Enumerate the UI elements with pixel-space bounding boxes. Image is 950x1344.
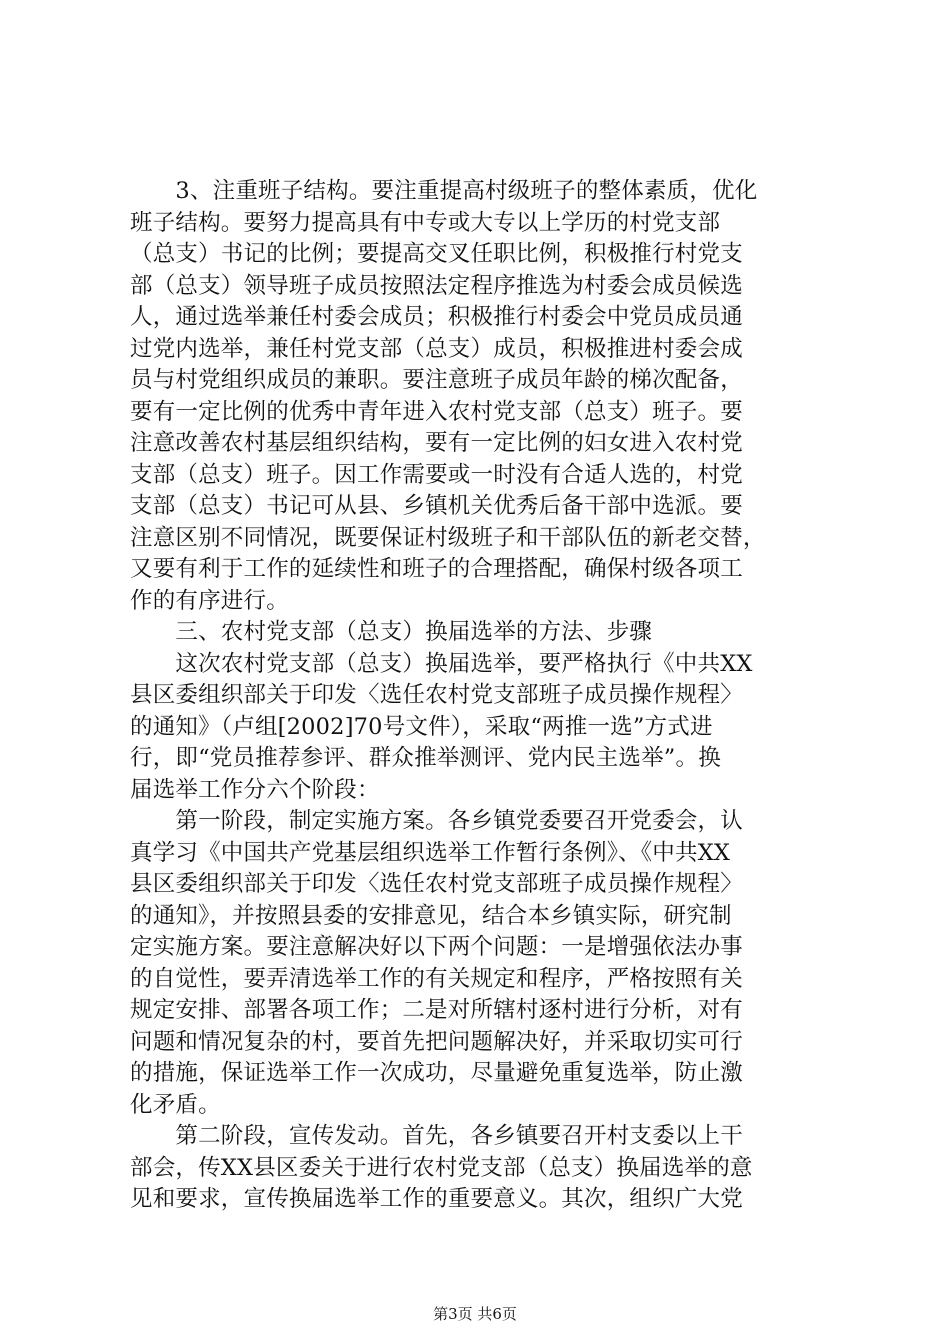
text-line: 员与村党组织成员的兼职。要注意班子成员年龄的梯次配备， bbox=[130, 367, 743, 393]
section-heading: 三、农村党支部（总支）换届选举的方法、步骤 bbox=[130, 619, 653, 645]
text-line: 真学习《中国共产党基层组织选举工作暂行条例》、《中共XX bbox=[130, 839, 731, 866]
text-line: 届选举工作分六个阶段： bbox=[130, 776, 380, 803]
text-line: 人，通过选举兼任村委会成员；积极推行村委会中党员成员通 bbox=[130, 304, 743, 330]
text-line: 注意区别不同情况，既要保证村级班子和干部队伍的新老交替， bbox=[130, 524, 766, 551]
text-line: 要有一定比例的优秀中青年进入农村党支部（总支）班子。要 bbox=[130, 398, 743, 425]
text-line: 又要有利于工作的延续性和班子的合理搭配，确保村级各项工 bbox=[130, 556, 743, 582]
text-line: 部（总支）领导班子成员按照法定程序推选为村委会成员候选 bbox=[130, 272, 743, 299]
text-line: 3、注重班子结构。要注重提高村级班子的整体素质，优化 bbox=[130, 178, 758, 204]
text-line: 见和要求，宣传换届选举工作的重要意义。其次，组织广大党 bbox=[130, 1186, 743, 1212]
text-line: 的通知》，并按照县委的安排意见，结合本乡镇实际，研究制 bbox=[130, 902, 732, 929]
text-line: 班子结构。要努力提高具有中专或大专以上学历的村党支部 bbox=[130, 209, 721, 236]
text-line: 行，即“党员推荐参评、群众推举测评、党内民主选举”。换 bbox=[130, 745, 721, 771]
text-line: 化矛盾。 bbox=[130, 1091, 221, 1118]
text-line: 支部（总支）书记可从县、乡镇机关优秀后备干部中选派。要 bbox=[130, 493, 743, 519]
text-line: 县区委组织部关于印发〈选任农村党支部班子成员操作规程〉 bbox=[130, 682, 743, 708]
text-line: 规定安排、部署各项工作；二是对所辖村逐村进行分析，对有 bbox=[130, 997, 743, 1023]
text-line: 问题和情况复杂的村，要首先把问题解决好，并采取切实可行 bbox=[130, 1028, 743, 1055]
text-line: 定实施方案。要注意解决好以下两个问题：一是增强依法办事 bbox=[130, 934, 743, 960]
text-line: 的措施，保证选举工作一次成功，尽量避免重复选举，防止激 bbox=[130, 1060, 743, 1086]
text-line: 第一阶段，制定实施方案。各乡镇党委要召开党委会，认 bbox=[130, 808, 743, 834]
text-line: 的自觉性，要弄清选举工作的有关规定和程序，严格按照有关 bbox=[130, 965, 743, 992]
text-line: 支部（总支）班子。因工作需要或一时没有合适人选的，村党 bbox=[130, 461, 743, 488]
text-line: 注意改善农村基层组织结构，要有一定比例的妇女进入农村党 bbox=[130, 430, 743, 456]
text-line: 部会，传XX县区委关于进行农村党支部（总支）换届选举的意 bbox=[130, 1154, 753, 1181]
text-line: （总支）书记的比例；要提高交叉任职比例，积极推行村党支 bbox=[130, 241, 743, 267]
page-footer: 第3页 共6页 bbox=[433, 1305, 517, 1323]
text-line: 县区委组织部关于印发〈选任农村党支部班子成员操作规程〉 bbox=[130, 871, 743, 897]
text-line: 的通知》（卢组[2002]70号文件），采取“两推一选”方式进 bbox=[130, 713, 713, 740]
text-line: 这次农村党支部（总支）换届选举，要严格执行《中共XX bbox=[130, 650, 753, 677]
text-line: 第二阶段，宣传发动。首先，各乡镇要召开村支委以上干 bbox=[130, 1123, 743, 1149]
text-line: 过党内选举，兼任村党支部（总支）成员，积极推进村委会成 bbox=[130, 335, 743, 362]
text-line: 作的有序进行。 bbox=[130, 587, 289, 614]
body-text bbox=[130, 176, 830, 1216]
